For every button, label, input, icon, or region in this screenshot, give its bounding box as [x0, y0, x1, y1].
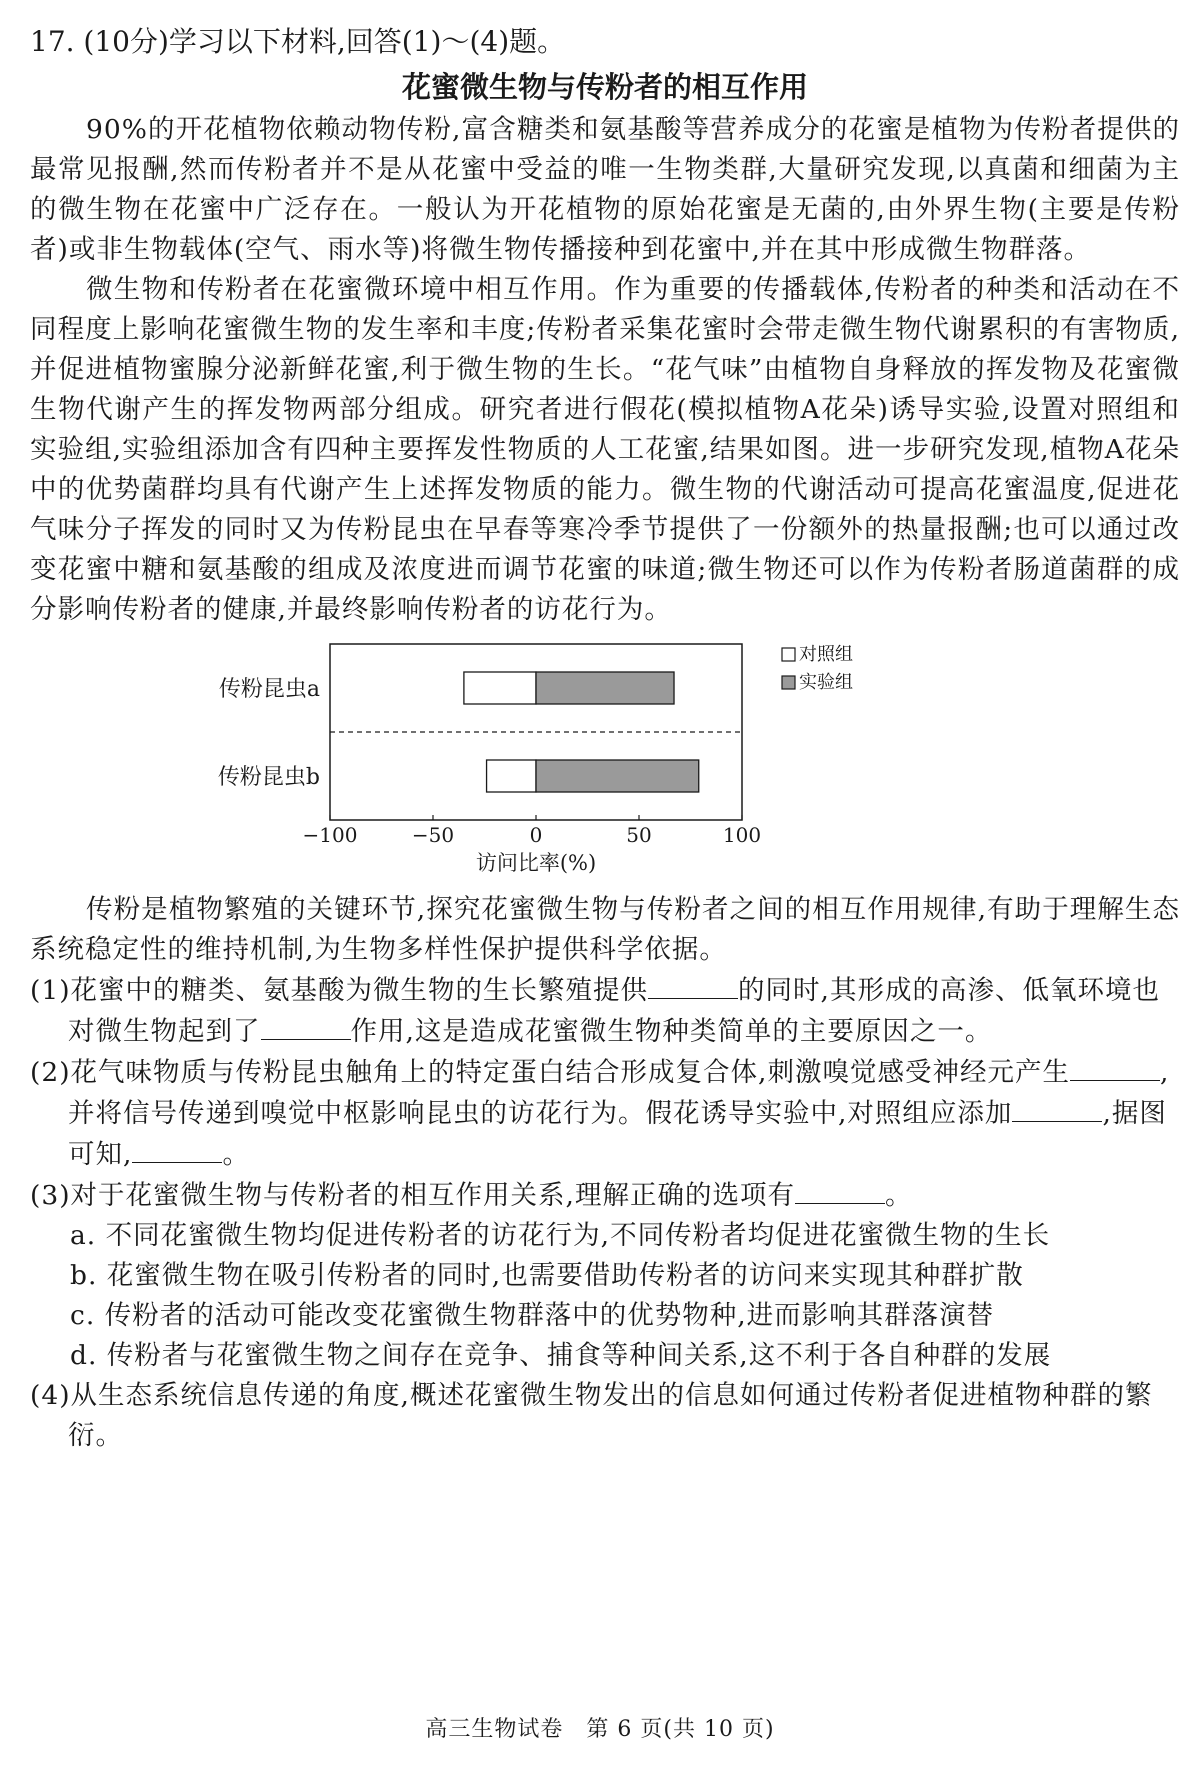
q3-option-c: c. 传粉者的活动可能改变花蜜微生物群落中的优势物种,进而影响其群落演替 — [70, 1300, 995, 1331]
q2-blank-1[interactable] — [1070, 1052, 1160, 1081]
question-4: (4)从生态系统信息传递的角度,概述花蜜微生物发出的信息如何通过传粉者促进植物种群的繁衍。 — [30, 1380, 1153, 1451]
category-label-b: 传粉昆虫b — [217, 765, 320, 790]
question-2 — [30, 1052, 1180, 1175]
x-tick-label: 50 — [626, 823, 652, 847]
q1-text-1: (1)花蜜中的糖类、氨基酸为微生物的生长繁殖提供 — [30, 975, 649, 1006]
x-tick-label: −100 — [302, 823, 358, 847]
q2-text-4: 。 — [222, 1139, 250, 1170]
q3-option-d: d. 传粉者与花蜜微生物之间存在竞争、捕食等种间关系,这不利于各自种群的发展 — [70, 1340, 1052, 1371]
x-tick-label: 0 — [529, 823, 543, 847]
bar-control-b — [487, 760, 536, 792]
q2-blank-2[interactable] — [1012, 1093, 1102, 1122]
legend-swatch-experiment — [782, 676, 795, 689]
paragraph-1: 90%的开花植物依赖动物传粉,富含糖类和氨基酸等营养成分的花蜜是植物为传粉者提供的最常见报酬,然而传粉者并不是从花蜜中受益的唯一生物类群,大量研究发现,以真菌和细菌为主的微生物在花蜜中广泛存在。一般认为开花植物的原始花蜜是无菌的,由外界生物(主要是传粉者)或非生物载体(空气、雨水等)将微生物传播接种到花蜜中,并在其中形成微生物群落。 — [30, 114, 1180, 265]
article-title: 花蜜微生物与传粉者的相互作用 — [401, 70, 808, 104]
q3-stem-1: (3)对于花蜜微生物与传粉者的相互作用关系,理解正确的选项有 — [30, 1180, 795, 1211]
q1-text-2: 的同时,其形成的高渗、低氧环境也对微生物起到了 — [68, 975, 1160, 1047]
bar-experiment-a — [536, 672, 674, 704]
category-label-a: 传粉昆虫a — [218, 677, 320, 702]
q1-text-3: 作用,这是造成花蜜微生物种类简单的主要原因之一。 — [350, 1016, 993, 1047]
q2-blank-3[interactable] — [132, 1134, 222, 1163]
bar-control-a — [464, 672, 536, 704]
x-tick-label: 100 — [722, 823, 762, 847]
bar-experiment-b — [536, 760, 699, 792]
plot-frame — [330, 644, 742, 820]
q2-text-2: ,并将信号传递到嗅觉中枢影响昆虫的访花行为。假花诱导实验中,对照组应添加 — [68, 1057, 1170, 1129]
x-tick-label: −50 — [411, 823, 455, 847]
question-3 — [30, 1175, 1180, 1216]
q1-blank-1[interactable] — [648, 970, 738, 999]
category-labels-group — [218, 677, 320, 790]
exam-page — [30, 20, 1180, 1456]
x-axis-label: 访问比率(%) — [475, 851, 597, 875]
paragraph-3: 传粉是植物繁殖的关键环节,探究花蜜微生物与传粉者之间的相互作用规律,有助于理解生态系统稳定性的维持机制,为生物多样性保护提供科学依据。 — [30, 894, 1180, 965]
q1-blank-2[interactable] — [261, 1011, 351, 1040]
legend-label-experiment: 实验组 — [799, 672, 853, 693]
q2-text-3: ,据图可知, — [68, 1098, 1167, 1170]
legend — [782, 644, 853, 693]
question-1 — [30, 970, 1180, 1052]
q3-option-a: a. 不同花蜜微生物均促进传粉者的访花行为,不同传粉者均促进花蜜微生物的生长 — [70, 1220, 1051, 1251]
question-header: 17. (10分)学习以下材料,回答(1)～(4)题。 — [30, 25, 566, 58]
page-footer: 高三生物试卷 第 6 页(共 10 页) — [425, 1717, 775, 1742]
paragraph-2: 微生物和传粉者在花蜜微环境中相互作用。作为重要的传播载体,传粉者的种类和活动在不同程度上影响花蜜微生物的发生率和丰度;传粉者采集花蜜时会带走微生物代谢累积的有害物质,并促进植物蜜腺分泌新鲜花蜜,利于微生物的生长。“花气味”由植物自身释放的挥发物及花蜜微生物代谢产生的挥发物两部分组成。研究者进行假花(模拟植物A花朵)诱导实验,设置对照组和实验组,实验组添加含有四种主要挥发性物质的人工花蜜,结果如图。进一步研究发现,植物A花朵中的优势菌群均具有代谢产生上述挥发物质的能力。微生物的代谢活动可提高花蜜温度,促进花气味分子挥发的同时又为传粉昆虫在早春等寒冷季节提供了一份额外的热量报酬;也可以通过改变花蜜中糖和氨基酸的组成及浓度进而调节花蜜的味道;微生物还可以作为传粉者肠道菌群的成分影响传粉者的健康,并最终影响传粉者的访花行为。 — [30, 274, 1180, 625]
chart-svg — [30, 638, 1180, 888]
visit-ratio-chart — [30, 638, 1180, 888]
q3-stem-2: 。 — [884, 1180, 913, 1211]
q3-option-b: b. 花蜜微生物在吸引传粉者的同时,也需要借助传粉者的访问来实现其种群扩散 — [70, 1260, 1024, 1291]
legend-swatch-control — [782, 648, 795, 661]
legend-label-control: 对照组 — [799, 644, 853, 665]
q3-blank[interactable] — [795, 1175, 885, 1204]
q2-text-1: (2)花气味物质与传粉昆虫触角上的特定蛋白结合形成复合体,刺激嗅觉感受神经元产生 — [30, 1057, 1070, 1088]
